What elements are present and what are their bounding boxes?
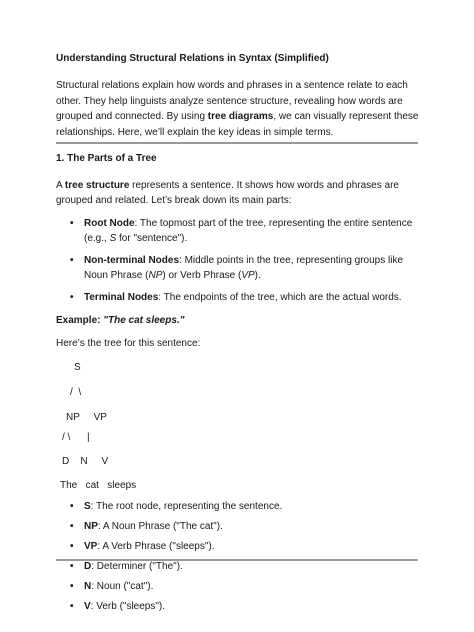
node-vp-term: VP [84, 541, 98, 552]
root-node-italic: S [109, 233, 117, 244]
example-line [56, 314, 420, 329]
node-n-term: N [84, 581, 92, 592]
node-v-term: V [84, 601, 91, 612]
divider-bottom [56, 559, 418, 561]
non-terminal-italic-vp: VP [241, 270, 255, 281]
node-s-term: S [84, 501, 91, 512]
tree-line-categories: D N V [62, 456, 109, 467]
list-item-node-s [56, 499, 420, 514]
tree-desc-text-1: A [56, 180, 65, 191]
node-n-text: : Noun ("cat"). [91, 581, 154, 592]
list-item-node-d [56, 559, 420, 574]
intro-paragraph [56, 78, 420, 140]
non-terminal-text: : Middle points in the tree, representing groups like Noun Phrase ( [84, 255, 404, 281]
example-label: Example: [56, 315, 104, 326]
tree-line-phrases: NP VP [66, 412, 107, 423]
section-heading: 1. The Parts of a Tree [56, 153, 157, 164]
node-np-term: NP [84, 521, 98, 532]
tree-line-root: S [74, 362, 81, 373]
tree-desc-text-2: represents a sentence. It shows how words and phrases are grouped and related. Let’s break down its main parts: [56, 180, 399, 206]
tree-parts-list [56, 216, 420, 305]
ascii-tree [56, 361, 420, 493]
tree-line-branches-1: / \ [70, 387, 82, 398]
node-v-text: : Verb ("sleeps"). [90, 601, 166, 612]
tree-line-branches-2: / \ | [62, 432, 90, 443]
non-terminal-term: Non-terminal Nodes [84, 255, 180, 266]
non-terminal-italic-np: NP [148, 270, 163, 281]
list-item-node-vp [56, 539, 420, 554]
non-terminal-text-mid: ) or Verb Phrase ( [162, 270, 242, 281]
section-1 [56, 152, 420, 614]
root-node-text-end: for "sentence"). [116, 233, 188, 244]
node-np-text: : A Noun Phrase ("The cat"). [97, 521, 223, 532]
list-item-node-v [56, 599, 420, 614]
list-item-node-np [56, 519, 420, 534]
node-s-text: : The root node, representing the sentence. [90, 501, 283, 512]
tree-intro: Here’s the tree for this sentence: [56, 337, 201, 349]
node-d-term: D [84, 561, 92, 572]
example-sentence: "The cat sleeps." [103, 315, 185, 326]
intro-text-2: , we can visually represent these relationships. Here, we’ll explain the key ideas in simple terms. [56, 111, 419, 138]
list-item-terminal-nodes [56, 290, 420, 305]
intro-bold-term: tree diagrams [207, 111, 274, 122]
list-item-node-n [56, 579, 420, 594]
non-terminal-text-end: ). [254, 270, 261, 281]
tree-description [56, 178, 420, 208]
divider-top [56, 142, 418, 144]
tree-line-words: The cat sleeps [60, 480, 137, 491]
terminal-text: : The endpoints of the tree, which are the actual words. [158, 292, 402, 303]
root-node-text: : The topmost part of the tree, representing the entire sentence (e.g., [84, 218, 413, 244]
root-node-term: Root Node [84, 218, 135, 229]
tree-desc-bold: tree structure [64, 180, 130, 191]
terminal-term: Terminal Nodes [84, 292, 159, 303]
node-vp-text: : A Verb Phrase ("sleeps"). [97, 541, 215, 552]
document-body [56, 52, 420, 151]
intro-text-1: Structural relations explain how words and phrases in a sentence relate to each other. They help linguists analyze sentence structure, revealing how words are grouped and connected. By using [56, 80, 408, 122]
document-title: Understanding Structural Relations in Syntax (Simplified) [56, 53, 329, 64]
list-item-non-terminal-nodes [56, 253, 420, 283]
node-d-text: : Determiner ("The"). [91, 561, 183, 572]
list-item-root-node [56, 216, 420, 246]
node-legend-list [56, 499, 420, 614]
